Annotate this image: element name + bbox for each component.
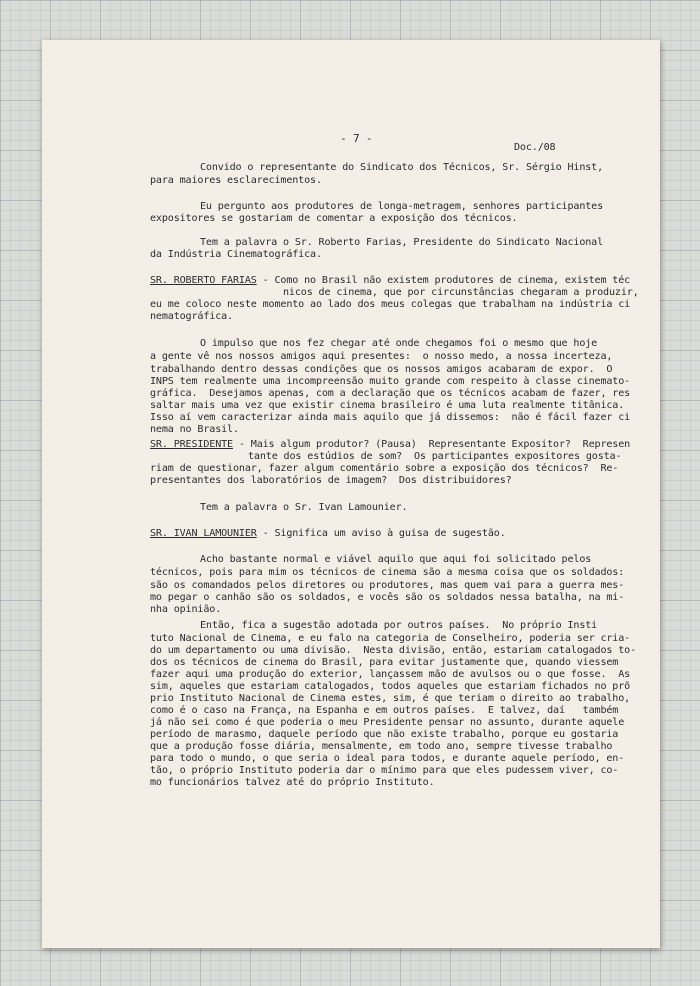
text-line: gráfica. Desejamos apenas, com a declaração que os técnicos acabam de fazer, res — [150, 388, 631, 399]
text-span: - Como no Brasil não existem produtores de cinema, existem téc — [256, 275, 631, 286]
text-line: Tem a palavra o Sr. Ivan Lamounier. — [200, 502, 408, 513]
text-line: mo funcionários talvez até do próprio Instituto. — [150, 777, 435, 788]
text-line: nicos de cinema, que por circunstâncias chegaram a produzir, — [283, 287, 639, 298]
text-line: já não sei como é que poderia o meu Presidente pensar no assunto, durante aquele — [150, 717, 625, 728]
text-line: riam de questionar, fazer algum comentário sobre a exposição dos técnicos? Re- — [150, 463, 619, 474]
text-line: nha opinião. — [150, 604, 222, 615]
text-line: Acho bastante normal e viável aquilo que aqui foi solicitado pelos — [200, 554, 592, 565]
speaker-name: SR. IVAN LAMOUNIER — [150, 528, 257, 539]
text-line: Eu pergunto aos produtores de longa-metragem, senhores participantes — [200, 201, 604, 212]
text-line: Então, fica a sugestão adotada por outros países. No próprio Insti — [200, 620, 598, 631]
document-reference: Doc./08 — [514, 142, 556, 153]
text-line: são os comandados pelos diretores ou produtores, mas quem vai para a guerra mes- — [150, 580, 625, 591]
speaker-name: SR. ROBERTO FARIAS — [150, 275, 257, 286]
text-line: eu me coloco neste momento ao lado dos meus colegas que trabalham na indústria ci — [150, 299, 631, 310]
text-line: que a produção fosse diária, mensalmente, em todo ano, sempre tivesse trabalho — [150, 741, 613, 752]
text-line: expositores se gostariam de comentar a exposição dos técnicos. — [150, 213, 518, 224]
document-page — [42, 40, 660, 948]
text-line: trabalhando dentro dessas condições que os nossos amigos acabaram de expor. O — [150, 364, 613, 375]
text-line: saltar mais uma vez que existir cinema brasileiro é uma luta realmente titânica. — [150, 400, 625, 411]
text-line: prio Instituto Nacional de Cinema estes, sim, é que teriam o direito ao trabalho, — [150, 693, 631, 704]
text-line: a gente vê nos nossos amigos aqui presentes: o nosso medo, a nossa incerteza, — [150, 351, 613, 362]
speaker-line — [150, 275, 630, 287]
text-line: sim, aqueles que estariam catalogados, todos aqueles que estariam fichados no prõ — [150, 681, 631, 692]
text-span: - Mais algum produtor? (Pausa) Representante Expositor? Represen — [232, 439, 631, 450]
text-line: Convido o representante do Sindicato dos Técnicos, Sr. Sérgio Hinst, — [200, 162, 604, 173]
text-line: dos os técnicos de cinema do Brasil, para evitar justamente que, quando viessem — [150, 657, 619, 668]
text-line: nema no Brasil. — [150, 424, 239, 435]
text-line: mo pegar o canhão são os soldados, e vocês são os soldados nessa batalha, na mi- — [150, 592, 625, 603]
text-line: da Indústria Cinematográfica. — [150, 249, 322, 260]
text-line: período de marasmo, daquele período que não existe trabalho, porque eu gostaria — [150, 729, 619, 740]
text-line: tuto Nacional de Cinema, e eu falo na categoria de Conselheiro, poderia ser cria- — [150, 633, 631, 644]
speaker-line — [150, 439, 630, 451]
text-line: tante dos estúdios de som? Os participantes expositores gosta- — [248, 451, 622, 462]
text-line: como é o caso na França, na Espanha e em outros países. E talvez, daí também — [150, 705, 619, 716]
text-line: nematográfica. — [150, 311, 233, 322]
text-line: para todo o mundo, o que seria o ideal para todos, e durante aquele período, en- — [150, 753, 625, 764]
text-line: técnicos, pois para mim os técnicos de cinema são a mesma coisa que os soldados: — [150, 567, 625, 578]
text-line: para maiores esclarecimentos. — [150, 175, 322, 186]
page-number: - 7 - — [340, 132, 373, 145]
text-line: INPS tem realmente uma incompreensão muito grande com respeito à classe cinemato- — [150, 376, 631, 387]
speaker-line — [150, 528, 506, 540]
text-span: - Significa um aviso à guisa de sugestão. — [256, 528, 506, 539]
text-line: do um departamento ou uma divisão. Nesta divisão, então, estariam catalogados to- — [150, 645, 637, 656]
text-line: tão, o próprio Instituto poderia dar o mínimo para que eles pudessem viver, co- — [150, 765, 619, 776]
text-line: Isso aí vem caracterizar ainda mais aquilo que já dissemos: não é fácil fazer ci — [150, 412, 631, 423]
text-line: O impulso que nos fez chegar até onde chegamos foi o mesmo que hoje — [200, 338, 598, 349]
speaker-name: SR. PRESIDENTE — [150, 439, 233, 450]
text-line: Tem a palavra o Sr. Roberto Farias, Presidente do Sindicato Nacional — [200, 237, 604, 248]
text-line: presentantes dos laboratórios de imagem? Dos distribuidores? — [150, 475, 512, 486]
text-line: fazer aqui uma produção do exterior, lançassem mão de avulsos ou o que fosse. As — [150, 669, 631, 680]
